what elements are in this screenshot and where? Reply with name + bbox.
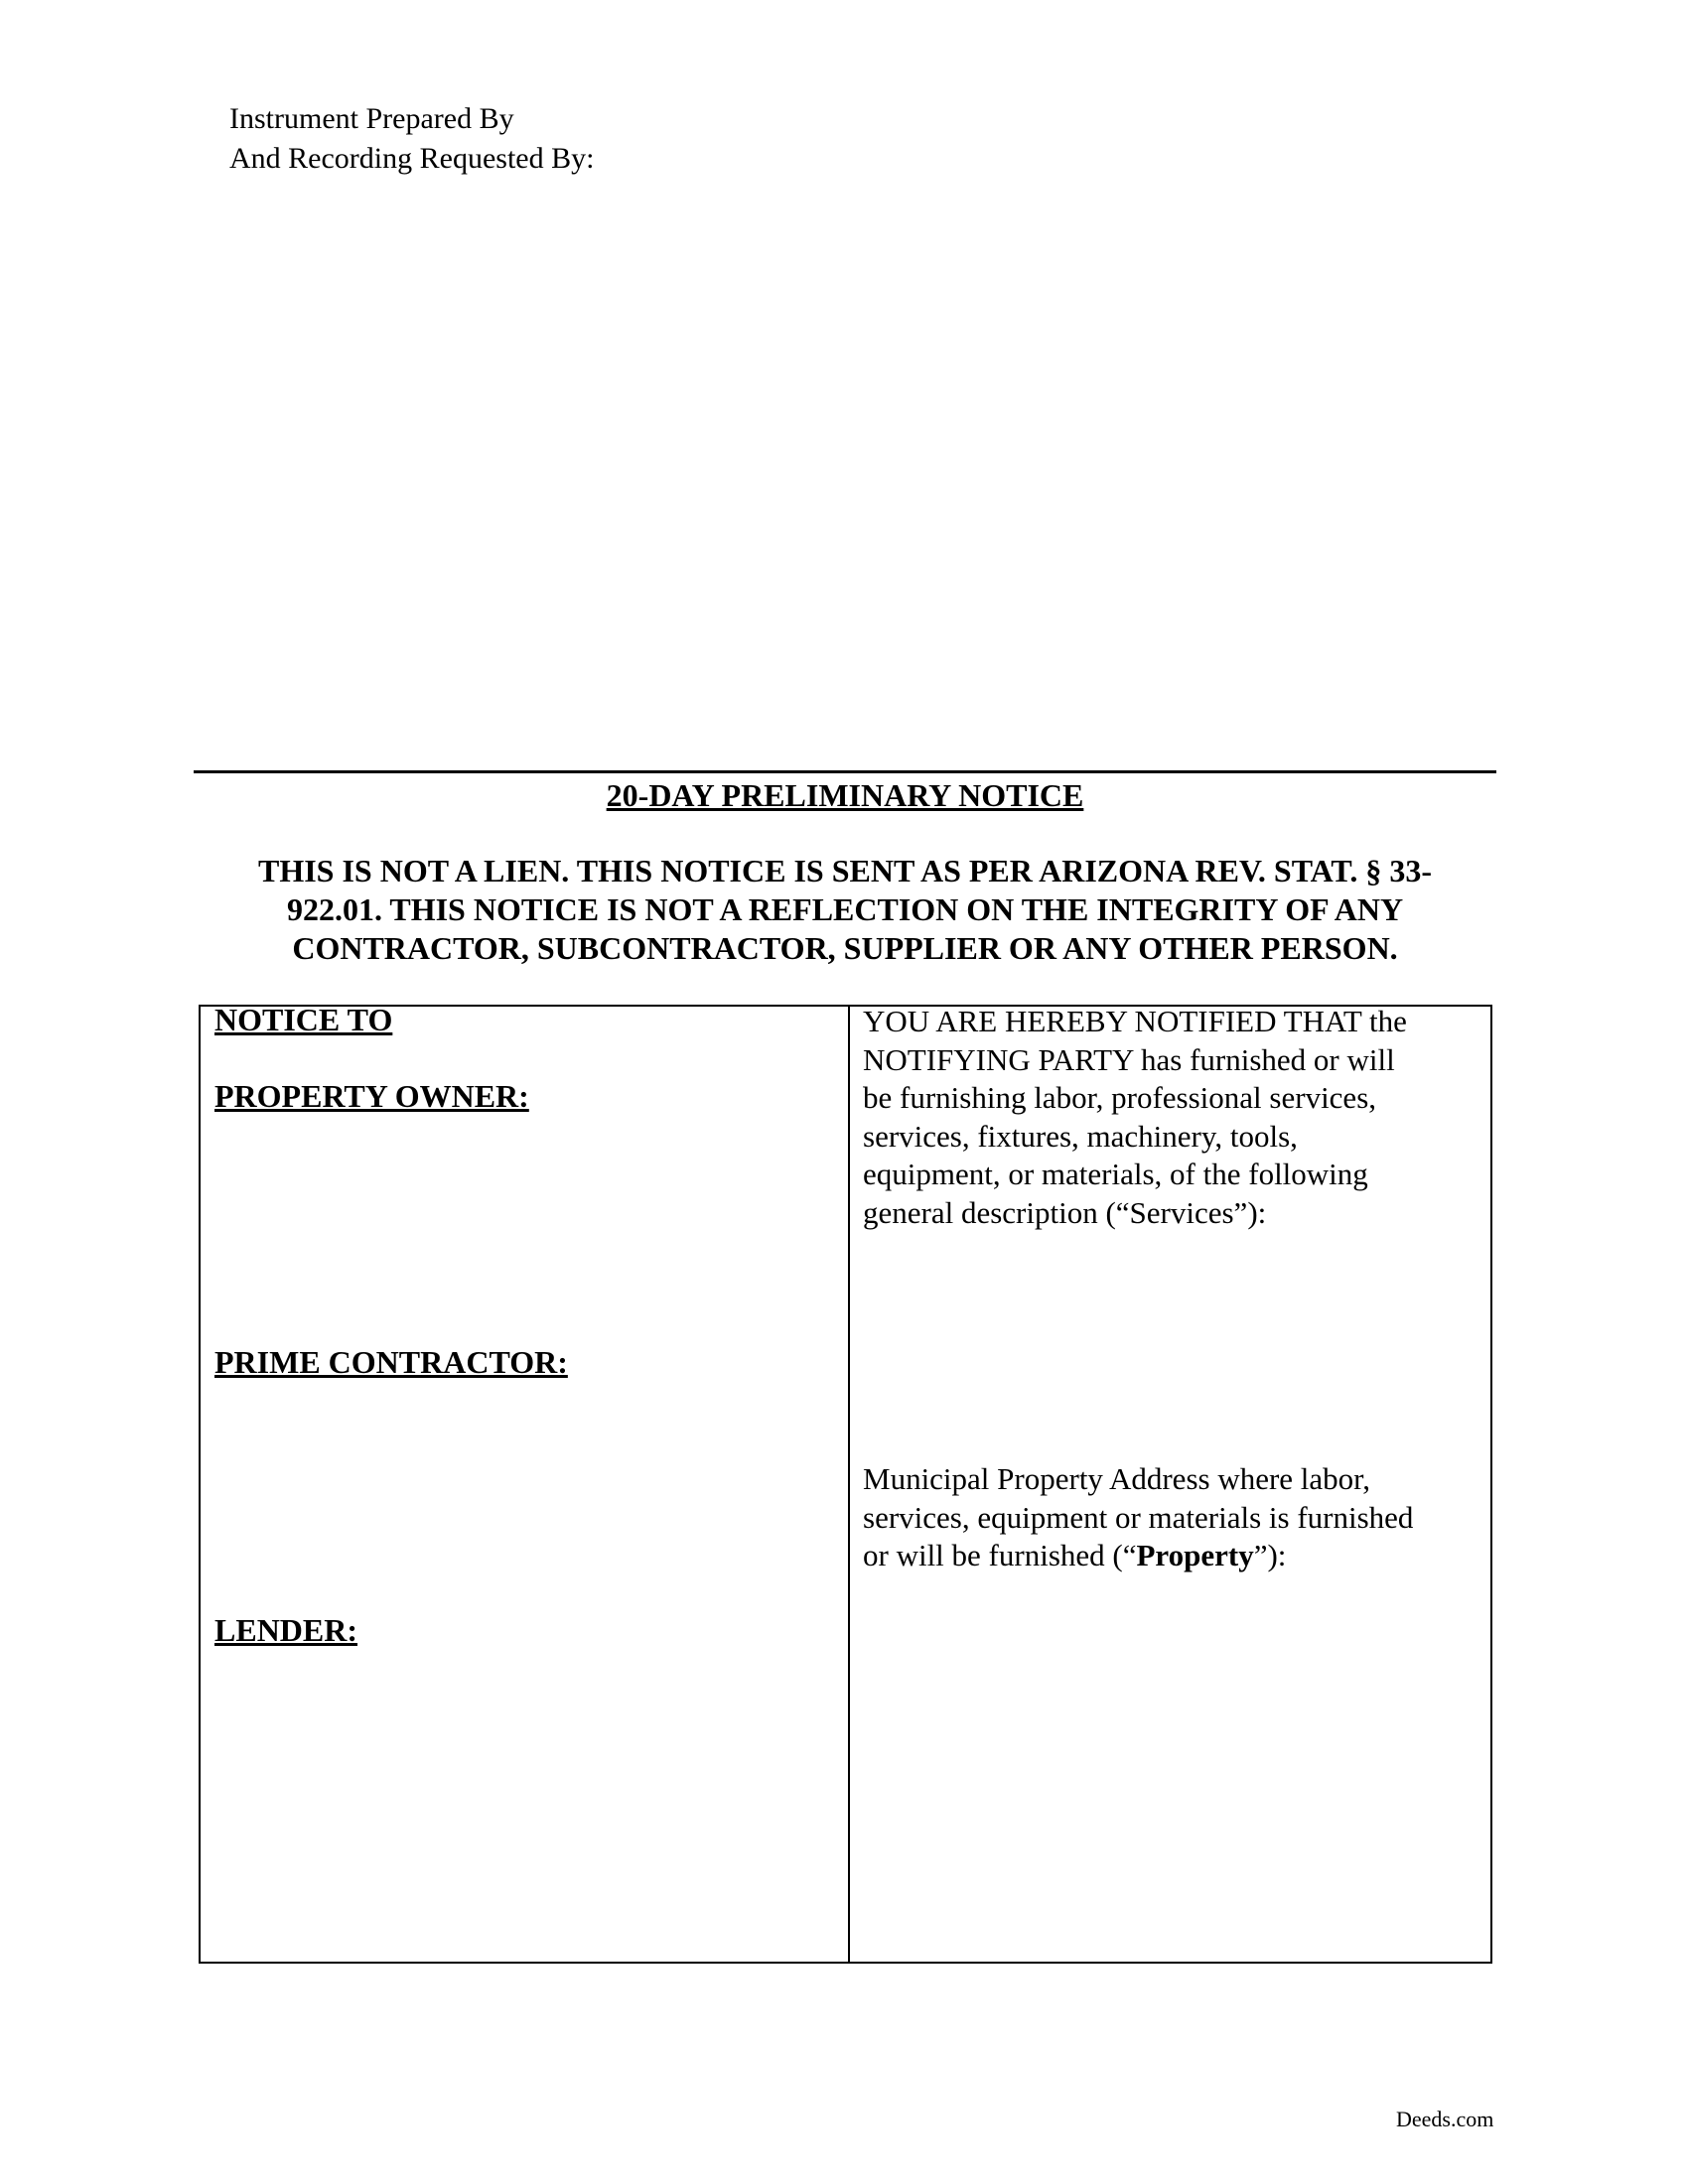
services-line: equipment, or materials, of the following xyxy=(863,1157,1368,1191)
footer-brand: Deeds.com xyxy=(1396,2107,1494,2131)
services-line: general description (“Services”): xyxy=(863,1194,1267,1230)
disclaimer-line: THIS IS NOT A LIEN. THIS NOTICE IS SENT AS PER ARIZONA REV. STAT. § 33- xyxy=(257,853,1433,888)
notice-to-label: NOTICE TO xyxy=(214,1002,393,1037)
disclaimer-line: 922.01. THIS NOTICE IS NOT A REFLECTION ON THE INTEGRITY OF ANY xyxy=(286,891,1404,927)
property-prefix: or will be furnished (“ xyxy=(863,1538,1137,1572)
services-line: NOTIFYING PARTY has furnished or will xyxy=(863,1041,1395,1077)
property-owner-label: PROPERTY OWNER: xyxy=(214,1078,529,1114)
disclaimer-line: CONTRACTOR, SUBCONTRACTOR, SUPPLIER OR ANY OTHER PERSON. xyxy=(292,930,1398,966)
prime-contractor-label: PRIME CONTRACTOR: xyxy=(214,1344,568,1380)
property-address-description xyxy=(863,1460,1488,1575)
lender-label: LENDER: xyxy=(214,1612,358,1648)
property-suffix: ”): xyxy=(1253,1538,1287,1572)
document-title: 20-DAY PRELIMINARY NOTICE xyxy=(606,777,1084,813)
horizontal-rule xyxy=(194,770,1496,773)
services-line: services, fixtures, machinery, tools, xyxy=(863,1118,1298,1154)
services-line: be furnishing labor, professional services, xyxy=(863,1080,1377,1115)
services-description xyxy=(863,1003,1488,1232)
prepared-by-line: Instrument Prepared By xyxy=(229,102,514,135)
property-line: Municipal Property Address where labor, xyxy=(863,1461,1371,1496)
table-column-divider xyxy=(848,1005,850,1964)
property-line xyxy=(863,1537,1488,1575)
disclaimer-notice xyxy=(194,852,1496,968)
property-line: services, equipment or materials is furnished xyxy=(863,1499,1414,1535)
services-line: YOU ARE HEREBY NOTIFIED THAT the xyxy=(863,1004,1407,1038)
recording-requested-line: And Recording Requested By: xyxy=(229,142,595,175)
prepared-by-block xyxy=(229,99,594,179)
property-term: Property xyxy=(1136,1538,1254,1572)
